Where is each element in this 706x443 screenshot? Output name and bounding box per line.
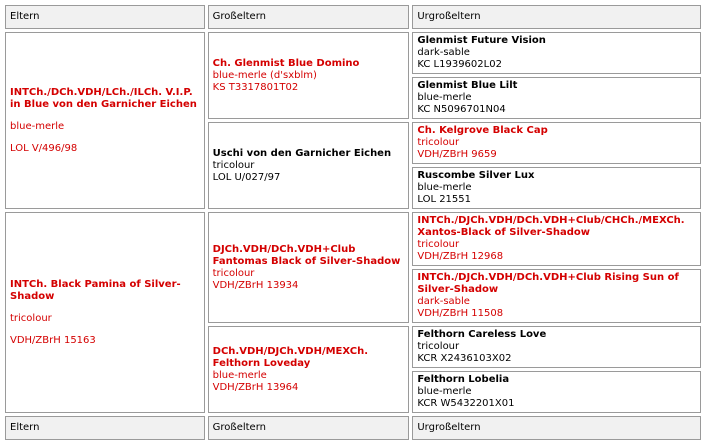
sire-ggp1-reg: KC L1939602L02 (417, 59, 502, 70)
sire-gp1-reg: KS T3317801T02 (212, 81, 299, 93)
sire-cell (5, 32, 205, 209)
sire-ggp3-name: Ch. Kelgrove Black Cap (417, 125, 548, 136)
sire-row-1 (5, 32, 701, 74)
dam-gp2-name: DCh.VDH/DJCh.VDH/MEXCh. Felthorn Loveday (212, 345, 368, 369)
sire-ggp3-color: tricolour (417, 137, 460, 148)
sire-ggp4-color: blue-merle (417, 182, 472, 193)
dam-ggp2-cell (412, 269, 701, 323)
sire-ggp1-cell (412, 32, 701, 74)
sire-name: INTCh./DCh.VDH/LCh./ILCh. V.I.P. in Blue von den Garnicher Eichen (10, 86, 197, 110)
dam-ggp3-color: tricolour (417, 341, 460, 352)
dam-reg: VDH/ZBrH 15163 (10, 334, 96, 346)
dam-cell (5, 212, 205, 413)
dam-ggp1-cell (412, 212, 701, 266)
dam-ggp1-name: INTCh./DJCh.VDH/DCh.VDH+Club/CHCh./MEXCh. Xantos-Black of Silver-Shadow (417, 215, 685, 238)
sire-ggp2-reg: KC N5096701N04 (417, 104, 506, 115)
dam-gp1-cell (208, 212, 410, 323)
sire-gp2-reg: LOL U/027/97 (212, 171, 281, 183)
dam-gp1-color: tricolour (212, 267, 255, 279)
sire-ggp2-cell (412, 77, 701, 119)
dam-ggp1-reg: VDH/ZBrH 12968 (417, 251, 504, 262)
header-row (5, 5, 701, 29)
dam-ggp4-color: blue-merle (417, 386, 472, 397)
dam-color: tricolour (10, 312, 52, 324)
sire-gp1-color: blue-merle (d'sxblm) (212, 69, 317, 81)
dam-ggp4-reg: KCR W5432201X01 (417, 398, 515, 409)
sire-ggp2-name: Glenmist Blue Lilt (417, 80, 518, 91)
dam-ggp3-cell (412, 326, 701, 368)
sire-gp2-cell (208, 122, 410, 209)
sire-ggp2-color: blue-merle (417, 92, 472, 103)
sire-gp2-color: tricolour (212, 159, 255, 171)
sire-ggp1-color: dark-sable (417, 47, 470, 58)
sire-color: blue-merle (10, 120, 65, 132)
dam-gp2-reg: VDH/ZBrH 13964 (212, 381, 299, 393)
sire-reg: LOL V/496/98 (10, 142, 78, 154)
dam-gp1-name: DJCh.VDH/DCh.VDH+Club Fantomas Black of Silver-Shadow (212, 243, 401, 267)
dam-name: INTCh. Black Pamina of Silver-Shadow (10, 278, 181, 302)
sire-ggp3-cell (412, 122, 701, 164)
header-great-grandparents: Urgroßeltern (412, 5, 701, 29)
pedigree-table (2, 2, 704, 443)
footer-grandparents: Großeltern (208, 416, 410, 440)
sire-ggp3-reg: VDH/ZBrH 9659 (417, 149, 497, 160)
footer-great-grandparents: Urgroßeltern (412, 416, 701, 440)
sire-ggp4-name: Ruscombe Silver Lux (417, 170, 535, 181)
sire-gp1-cell (208, 32, 410, 119)
dam-ggp2-name: INTCh./DJCh.VDH/DCh.VDH+Club Rising Sun of Silver-Shadow (417, 272, 679, 295)
dam-ggp1-color: tricolour (417, 239, 460, 250)
dam-ggp2-reg: VDH/ZBrH 11508 (417, 308, 504, 319)
dam-ggp3-reg: KCR X2436103X02 (417, 353, 512, 364)
sire-gp2-name: Uschi von den Garnicher Eichen (212, 147, 392, 159)
dam-gp2-cell (208, 326, 410, 413)
footer-row (5, 416, 701, 440)
dam-gp1-reg: VDH/ZBrH 13934 (212, 279, 299, 291)
sire-ggp4-cell (412, 167, 701, 209)
dam-row-1 (5, 212, 701, 266)
dam-ggp4-name: Felthorn Lobelia (417, 374, 510, 385)
sire-ggp1-name: Glenmist Future Vision (417, 35, 546, 46)
sire-ggp4-reg: LOL 21551 (417, 194, 472, 205)
dam-ggp2-color: dark-sable (417, 296, 470, 307)
sire-gp1-name: Ch. Glenmist Blue Domino (212, 57, 360, 69)
header-parents: Eltern (5, 5, 205, 29)
header-grandparents: Großeltern (208, 5, 410, 29)
dam-ggp3-name: Felthorn Careless Love (417, 329, 547, 340)
footer-parents: Eltern (5, 416, 205, 440)
dam-gp2-color: blue-merle (212, 369, 267, 381)
